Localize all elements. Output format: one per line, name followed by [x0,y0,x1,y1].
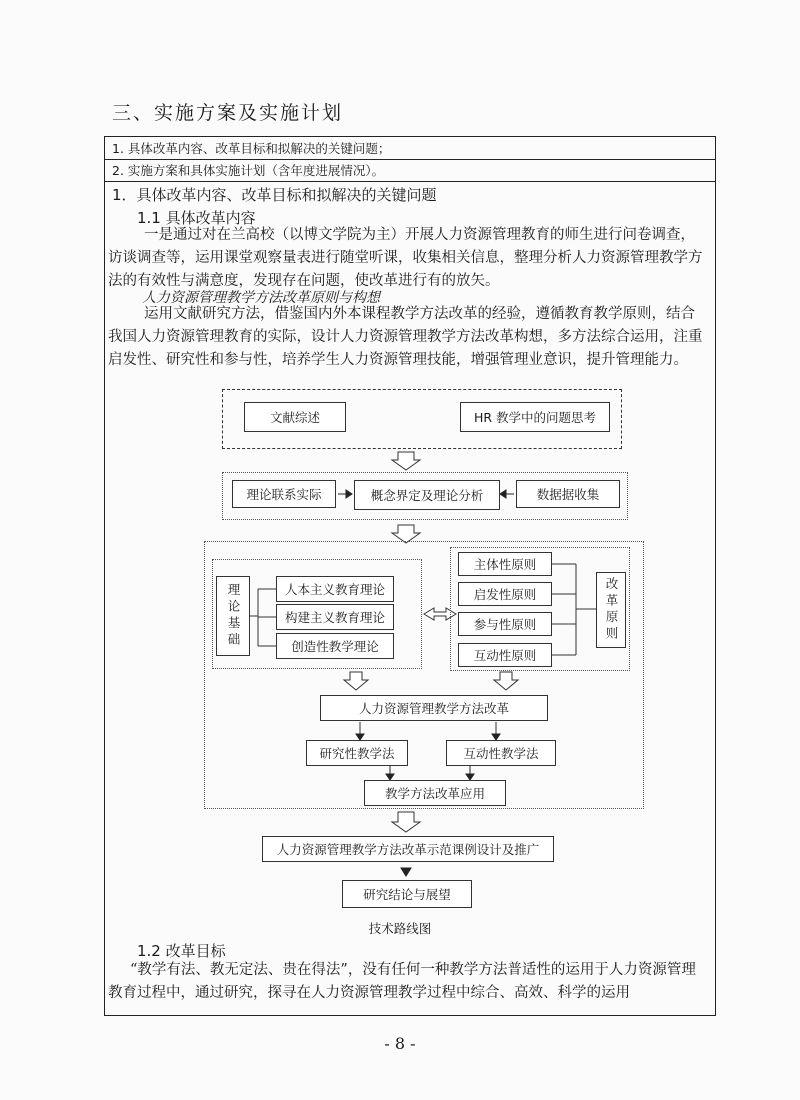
application-box: 教学方法改革应用 [364,780,506,806]
page-number: - 8 - [384,1034,416,1053]
paragraph-3: “教学有法、教无定法、贵在得法”，没有任何一种教学方法普适性的运用于人力资源管理教育过程中，通过研究，探寻在人力资源管理教学过程中综合、高效、科学的运用 [108,962,696,1001]
conclusion-box: 研究结论与展望 [342,880,472,908]
lit-review-box: 文献综述 [244,402,346,432]
theory-basis-box: 理论基础 [216,576,250,656]
demo-course-box: 人力资源管理教学方法改革示范课例设计及推广 [262,836,554,862]
theory-creative-box: 创造性教学理论 [276,633,394,659]
theory-humanism-box: 人本主义教育理论 [276,576,394,602]
paragraph-2: 运用文献研究方法，借鉴国内外本课程教学方法改革的经验，遵循教育教学原则，结合我国人力资源管理教育的实际，设计人力资源管理教学方法改革构想，多方法综合运用，注重启发性、研究性和参与性，培养学生人力资源管理技能，增强管理业意识，提升管理能力。 [108,306,703,368]
concept-analysis-box: 概念界定及理论分析 [354,480,500,510]
italic-heading: 人力资源管理教学方法改革原则与构想 [142,290,380,306]
diagram-caption: 技术路线图 [368,921,432,936]
paragraph-1: 一是通过对在兰高校（以博文学院为主）开展人力资源管理教育的师生进行问卷调查，访谈调查等，运用课堂观察量表进行随堂听课，收集相关信息，整理分析人力资源管理教学方法的有效性与满意度，发现存在问题，使改革进行有的放矢。 [108,227,703,289]
part1-heading: 1．具体改革内容、改革目标和拟解决的关键问题 [112,186,437,204]
data-collection-box: 数据据收集 [516,480,620,508]
principle-participation-box: 参与性原则 [458,612,552,636]
principle-subject-box: 主体性原则 [458,552,552,576]
theory-constructivism-box: 构建主义教育理论 [276,604,394,630]
sub1-heading: 1.1 具体改革内容 [137,209,256,227]
reform-principles-box: 改革原则 [596,572,626,648]
interactive-method-box: 互动性教学法 [446,740,556,766]
research-method-box: 研究性教学法 [306,740,408,766]
method-reform-box: 人力资源管理教学方法改革 [320,695,548,721]
principle-heuristic-box: 启发性原则 [458,582,552,606]
section-title: 三、实施方案及实施计划 [112,102,344,124]
theory-practice-box: 理论联系实际 [232,480,336,508]
header-row-2: 2. 实施方案和具体实施计划（含年度进展情况）。 [112,163,385,178]
sub2-heading: 1.2 改革目标 [137,942,226,960]
hr-reflection-box: HR 教学中的问题思考 [460,402,610,432]
header-row-1: 1. 具体改革内容、改革目标和拟解决的关键问题； [112,141,391,156]
principle-interaction-box: 互动性原则 [458,643,552,667]
